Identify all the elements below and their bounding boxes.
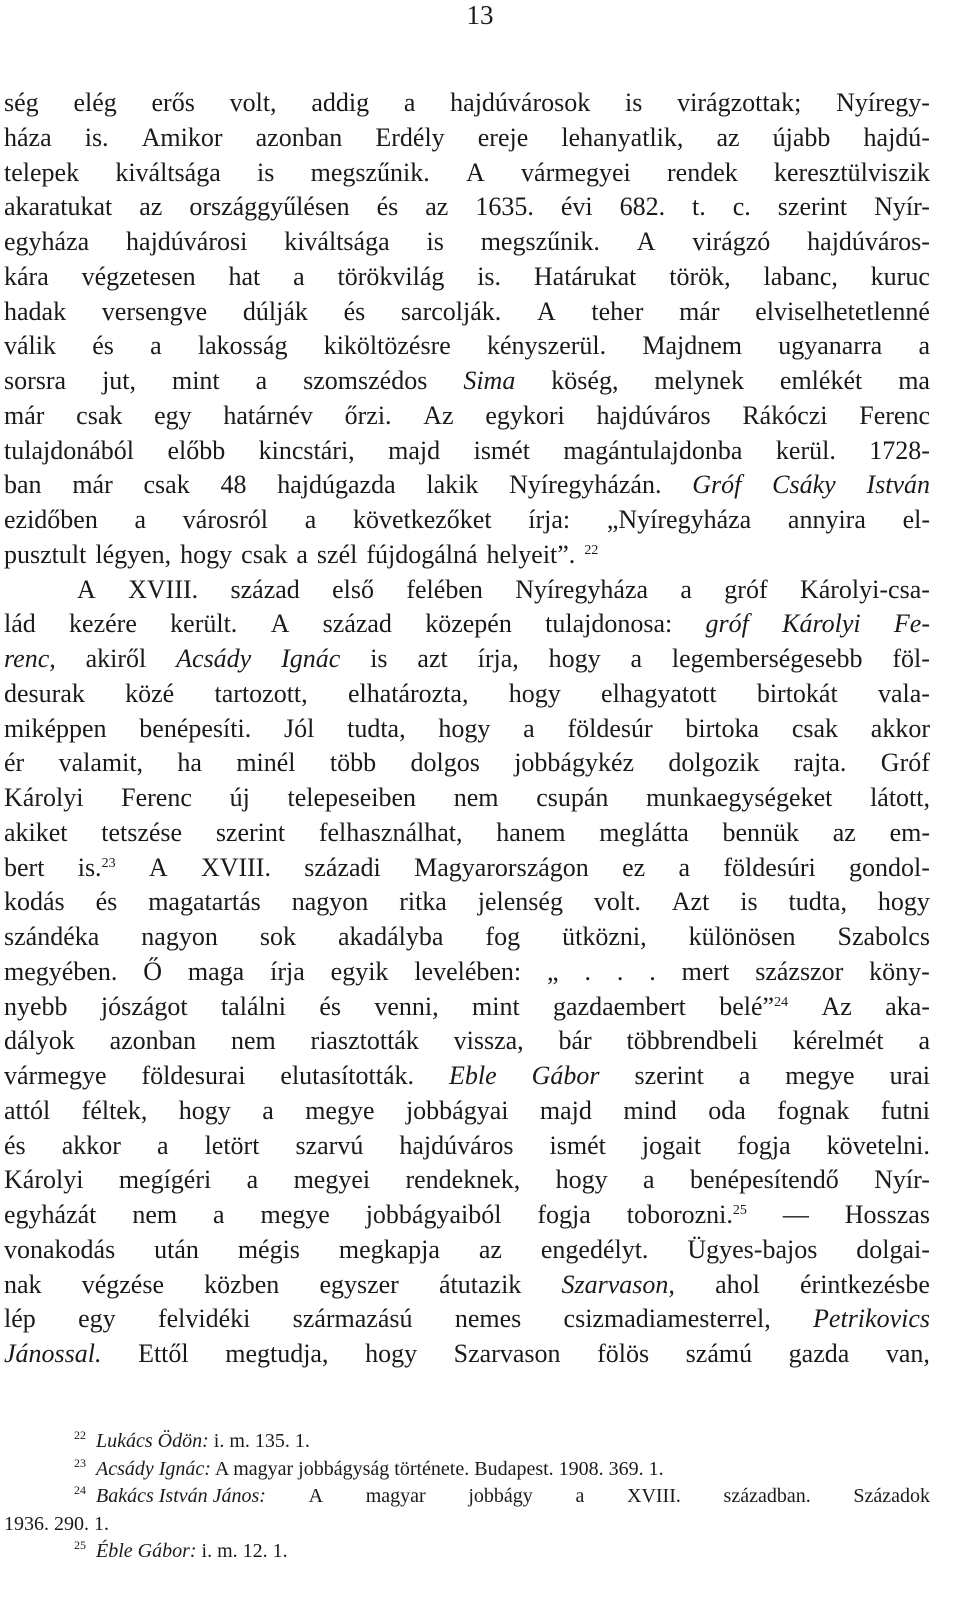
footnote-22: $^{22}$ Lukács Ödön: i. m. 135. 1.	[74, 1428, 310, 1452]
text-line: válik és a lakosság kiköltözésre kényszerül. Majdnem ugyanarra a	[4, 331, 930, 361]
text-line: szándéka nagyon sok akadályba fog ütközni, különösen Szabolcs	[4, 922, 930, 951]
text-line: kodás és magatartás nagyon ritka jelenség volt. Azt is tudta, hogy	[4, 887, 930, 917]
text-line: ezidőben a városról a következőket írja: „Nyíregyháza annyira el-	[4, 505, 930, 534]
text-line: Károlyi Ferenc új telepeseiben nem csupán munkaegységeket látott,	[4, 783, 930, 812]
text-line: renc, akiről Acsády Ignác is azt írja, hogy a legemberségesebb föl-	[4, 644, 930, 673]
footnote-ref: 22	[584, 542, 599, 558]
text-line: tulajdonából előbb kincstári, majd ismét magántulajdonba kerül. 1728-	[4, 435, 930, 465]
text-line: A XVIII. század első felében Nyíregyháza a gróf Károlyi-csa-	[77, 574, 930, 604]
text-line: akiket tetszése szerint felhasználhat, hanem meglátta bennük az em-	[4, 817, 930, 847]
footnote-25: $^{25}$ Éble Gábor: i. m. 12. 1.	[74, 1538, 288, 1562]
text-line: miképpen benépesíti. Jól tudta, hogy a földesúr birtoka csak akkor	[4, 713, 930, 743]
text-line: kára végzetesen hat a törökvilág is. Határukat török, labanc, kuruc	[4, 261, 930, 291]
text-line: háza is. Amikor azonban Erdély ereje lehanyatlik, az újabb hajdú-	[4, 122, 930, 152]
text-line: akaratukat az országgyűlésen és az 1635. évi 682. t. c. szerint Nyír-	[4, 192, 930, 222]
text-line: nak végzése közben egyszer átutazik Szarvason, ahol érintkezésbe	[4, 1269, 930, 1299]
body-text	[4, 86, 930, 1372]
text-line: attól féltek, hogy a megye jobbágyai majd mind oda fognak futni	[4, 1095, 930, 1125]
text-line: Károlyi megígéri a megyei rendeknek, hogy a benépesítendő Nyír-	[4, 1165, 930, 1195]
footnotes	[4, 1428, 930, 1566]
page-number: 13	[466, 0, 494, 30]
footnote-23: $^{23}$ Acsády Ignác: A magyar jobbágyság története. Budapest. 1908. 369. 1.	[74, 1455, 664, 1480]
text-line: pusztult légyen, hogy csak a szél fújdogálná helyeit”. $^{22}$	[4, 539, 599, 569]
text-line: egyháza hajdúvárosi kiváltsága is megszűnik. A virágzó hajdúváros-	[4, 227, 930, 256]
text-line: ban már csak 48 hajdúgazda lakik Nyíregyházán. Gróf Csáky István	[4, 470, 930, 500]
text-line: dályok azonban nem riasztották vissza, bár többrendbeli kérelmét a	[4, 1026, 930, 1056]
footnote-ref: 25	[732, 1203, 747, 1218]
text-line: Jánossal. Ettől megtudja, hogy Szarvason fölös számú gazda van,	[4, 1339, 930, 1368]
text-line: lád kezére került. A század közepén tulajdonosa: gróf Károlyi Fe-	[4, 609, 930, 639]
footnote-ref: 24	[774, 994, 789, 1010]
text-line: ér valamit, ha minél több dolgos jobbágykéz dolgozik rajta. Gróf	[4, 748, 930, 778]
text-line: ség elég erős volt, addig a hajdúvárosok is virágzottak; Nyíregy-	[4, 88, 930, 117]
text-line: hadak versengve dúlják és sarcolják. A teher már elviselhetetlenné	[4, 296, 930, 326]
text-line: bert is.$^{23}$ A XVIII. századi Magyarországon ez a földesúri gondol-	[4, 852, 930, 882]
text-line: megyében. Ő maga írja egyik levelében: „ . . . mert százszor köny-	[4, 956, 930, 986]
text-line: és akkor a letört szarvú hajdúváros ismét jogait fogja követelni.	[4, 1130, 930, 1160]
text-line: vármegye földesurai elutasították. Eble Gábor szerint a megye urai	[4, 1061, 930, 1090]
text-line: sorsra jut, mint a szomszédos Sima köség, melynek emlékét ma	[4, 366, 930, 395]
text-line: egyházát nem a megye jobbágyaiból fogja toborozni.$^{25}$ — Hosszas	[4, 1200, 930, 1229]
text-line: desurak közé tartozott, elhatározta, hogy elhagyatott birtokát vala-	[4, 678, 930, 708]
text-line: vonakodás után mégis megkapja az engedélyt. Ügyes-bajos dolgai-	[4, 1234, 930, 1264]
text-line: nyebb jószágot találni és venni, mint gazdaembert belé”$^{24}$ Az aka-	[4, 991, 930, 1021]
text-line: telepek kiváltsága is megszűnik. A vármegyei rendek keresztülviszik	[4, 157, 930, 187]
text-line: már csak egy határnév őrzi. Az egykori hajdúváros Rákóczi Ferenc	[4, 400, 930, 430]
text-line: lép egy felvidéki származású nemes csizmadiamesterrel, Petrikovics	[4, 1304, 930, 1334]
footnote-ref: 23	[101, 855, 116, 871]
footnote-24: $^{24}$ Bakács István János: A magyar jobbágy a XVIII. században. Századok	[74, 1483, 930, 1507]
footnote-24-continued: 1936. 290. 1.	[4, 1512, 109, 1535]
